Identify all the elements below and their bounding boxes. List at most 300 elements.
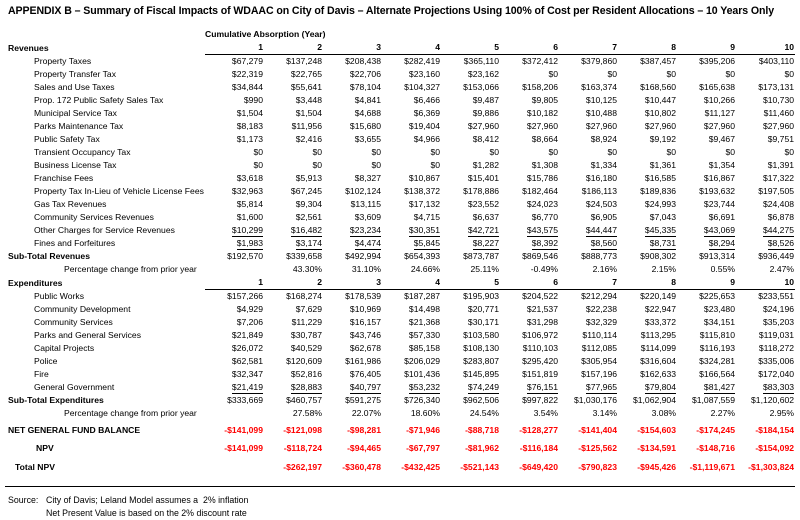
cell-value: $225,653 [699, 291, 735, 301]
year-header: 9 [677, 41, 736, 55]
fiscal-impacts-table [8, 28, 795, 474]
cell-value: $151,819 [522, 369, 558, 379]
cell-value: $27,960 [585, 121, 617, 131]
cell-value: $10,447 [644, 95, 676, 105]
cell-value: -$154,092 [755, 443, 795, 453]
cell-value: $1,504 [295, 108, 322, 118]
year-header: 3 [323, 41, 382, 55]
underlined-value: $76,151 [526, 382, 558, 392]
cell-value: $372,412 [522, 56, 558, 66]
year-header: 3 [323, 276, 382, 290]
cell-value: 43.30% [292, 264, 322, 274]
cell-value: $110,114 [582, 330, 617, 340]
cell-value: $119,031 [758, 330, 795, 340]
cell-value: $8,924 [590, 134, 617, 144]
year-header: 10 [736, 41, 795, 55]
cell-value: $22,706 [349, 69, 381, 79]
underlined-value: $79,804 [644, 382, 676, 392]
cell-value: $62,678 [349, 343, 381, 353]
cell-value: $9,805 [531, 95, 558, 105]
revenue-row [8, 68, 795, 81]
cell-value: $186,113 [581, 186, 617, 196]
cell-value: $103,580 [463, 330, 499, 340]
cell-value: -$94,465 [347, 443, 381, 453]
underlined-value: $8,392 [531, 238, 558, 248]
underlined-value: $81,427 [703, 382, 735, 392]
cell-value: $31,298 [526, 317, 558, 327]
pct-change-label: Percentage change from prior year [64, 408, 197, 418]
underlined-value: $21,419 [231, 382, 263, 392]
cell-value: $10,867 [408, 173, 440, 183]
cell-value: $27,960 [467, 121, 499, 131]
cell-value: 3.14% [592, 408, 617, 418]
cell-value: -$98,281 [347, 425, 381, 435]
revenue-row [8, 146, 795, 159]
cell-value: $168,274 [286, 291, 322, 301]
absorption-label: Cumulative Absorption (Year) [205, 29, 326, 39]
cell-value [618, 381, 677, 394]
cell-value: $908,302 [640, 251, 676, 261]
cell-value: $33,372 [644, 317, 676, 327]
cell-value: $8,183 [236, 121, 263, 131]
source-note-line1: City of Davis; Leland Model assumes a 2% inflation [46, 495, 249, 505]
expenditure-row [8, 303, 795, 316]
cell-value: $9,467 [708, 134, 735, 144]
cell-value: 22.07% [351, 408, 381, 418]
row-label: Property Tax In-Lieu of Vehicle License Fees [34, 186, 204, 196]
cell-value: $936,449 [758, 251, 795, 261]
net-general-fund-balance-row [8, 420, 795, 437]
cell-value: $1,354 [708, 160, 735, 170]
year-header: 8 [618, 276, 677, 290]
cell-value: $1,334 [590, 160, 617, 170]
absorption-header-row [8, 28, 795, 41]
cell-value: $21,849 [231, 330, 263, 340]
cell-value: $460,757 [286, 395, 322, 405]
cell-value: $161,986 [345, 356, 381, 366]
cell-value: $997,822 [522, 395, 558, 405]
year-header: 1 [205, 41, 264, 55]
subtotal-revenues-row [8, 250, 795, 263]
cell-value: $192,570 [227, 251, 263, 261]
row-label: Fire [34, 369, 49, 379]
cell-value: -$174,245 [696, 425, 735, 435]
year-header: 7 [559, 276, 618, 290]
cell-value: $21,368 [408, 317, 440, 327]
cell-value [736, 381, 795, 394]
underlined-value: $30,351 [408, 225, 440, 235]
cell-value: $295,420 [522, 356, 558, 366]
year-header: 10 [736, 276, 795, 290]
cell-value: 2.95% [769, 408, 795, 418]
cell-value: $6,466 [413, 95, 440, 105]
cell-value: $1,062,904 [632, 395, 676, 405]
cell-value: $220,149 [640, 291, 676, 301]
cell-value: $8,327 [354, 173, 381, 183]
cell-value: $55,641 [290, 82, 322, 92]
cell-value: $5,814 [236, 199, 263, 209]
cell-value: $115,810 [699, 330, 735, 340]
cell-value: $204,522 [522, 291, 558, 301]
cell-value: $10,969 [349, 304, 381, 314]
cell-value: $23,552 [467, 199, 499, 209]
cell-value: -$88,718 [465, 425, 499, 435]
revenue-row [8, 159, 795, 172]
cell-value: $4,929 [236, 304, 263, 314]
cell-value: $7,043 [649, 212, 676, 222]
cell-value: 25.11% [470, 264, 499, 274]
cell-value [323, 224, 382, 237]
cell-value: $118,272 [758, 343, 795, 353]
subtotal-label: Sub-Total Expenditures [8, 395, 104, 405]
cell-value: $15,786 [526, 173, 558, 183]
cell-value [441, 381, 500, 394]
revenue-row [8, 172, 795, 185]
cell-value: $112,085 [581, 343, 617, 353]
cell-value: $2,561 [295, 212, 322, 222]
row-label: Property Transfer Tax [34, 69, 116, 79]
cell-value: $193,632 [699, 186, 735, 196]
revenue-row [8, 107, 795, 120]
cell-value: $1,308 [531, 160, 558, 170]
cell-value: $395,206 [699, 56, 735, 66]
cell-value: $35,203 [762, 317, 795, 327]
revenue-row [8, 81, 795, 94]
cell-value: $116,193 [699, 343, 735, 353]
total-npv-row [8, 455, 795, 474]
cell-value: $0 [607, 147, 617, 157]
cell-value: -$141,099 [224, 425, 263, 435]
cell-value: -$67,797 [406, 443, 440, 453]
underlined-value: $28,883 [290, 382, 322, 392]
cell-value: -$262,197 [283, 462, 322, 472]
cell-value: $282,419 [404, 56, 440, 66]
cell-value: $10,488 [585, 108, 617, 118]
cell-value [500, 224, 559, 237]
underlined-value: $1,983 [236, 238, 263, 248]
cell-value: -$154,603 [637, 425, 676, 435]
cell-value: $0 [312, 160, 322, 170]
cell-value: $3,609 [354, 212, 381, 222]
cell-value: $21,537 [526, 304, 558, 314]
cell-value: $34,151 [703, 317, 735, 327]
row-label: Police [34, 356, 58, 366]
cell-value: 3.54% [533, 408, 558, 418]
cell-value: $3,655 [354, 134, 381, 144]
cell-value: $3,448 [295, 95, 322, 105]
row-label: Parks and General Services [34, 330, 141, 340]
cell-value: $32,329 [585, 317, 617, 327]
revenue-row [8, 55, 795, 69]
cell-value: $10,730 [762, 95, 795, 105]
cell-value: $726,340 [404, 395, 440, 405]
cell-value: $8,664 [531, 134, 558, 144]
cell-value: $106,972 [522, 330, 558, 340]
cell-value: $11,229 [291, 317, 322, 327]
expenditure-row [8, 368, 795, 381]
cell-value: $339,658 [286, 251, 322, 261]
cell-value: -0.49% [530, 264, 558, 274]
cell-value: $22,765 [290, 69, 322, 79]
cell-value: -$116,184 [519, 443, 558, 453]
cell-value: $387,457 [640, 56, 676, 66]
underlined-value: $42,721 [467, 225, 499, 235]
row-label: Parks Maintenance Tax [34, 121, 124, 131]
year-header: 2 [264, 276, 323, 290]
cell-value [205, 263, 264, 276]
cell-value: $104,327 [404, 82, 440, 92]
underlined-value: $10,299 [231, 225, 263, 235]
underlined-value: $45,335 [644, 225, 676, 235]
cell-value: $6,637 [472, 212, 499, 222]
cell-value: $0 [489, 147, 499, 157]
row-label: Franchise Fees [34, 173, 94, 183]
cell-value: $16,157 [349, 317, 381, 327]
cell-value: $4,841 [354, 95, 381, 105]
cell-value: $67,279 [231, 56, 263, 66]
cell-value: $52,816 [290, 369, 322, 379]
cell-value: $316,604 [640, 356, 676, 366]
cell-value: $165,638 [699, 82, 735, 92]
cell-value: $178,539 [345, 291, 381, 301]
underlined-value: $74,249 [467, 382, 499, 392]
year-header: 4 [382, 41, 441, 55]
cell-value: $120,609 [286, 356, 322, 366]
cell-value: $10,266 [703, 95, 735, 105]
underlined-value: $44,447 [585, 225, 617, 235]
cell-value [264, 381, 323, 394]
cell-value: $195,903 [463, 291, 499, 301]
cell-value: -$81,962 [465, 443, 499, 453]
cell-value: $206,029 [404, 356, 440, 366]
year-header: 4 [382, 276, 441, 290]
cell-value: $3,618 [236, 173, 263, 183]
footer-notes [8, 494, 800, 520]
cell-value [500, 237, 559, 250]
row-label: Gas Tax Revenues [34, 199, 107, 209]
cell-value [559, 237, 618, 250]
cell-value: $43,746 [349, 330, 381, 340]
cell-value: $24,993 [644, 199, 676, 209]
year-header: 2 [264, 41, 323, 55]
cell-value: $962,506 [463, 395, 499, 405]
cell-value: $101,436 [404, 369, 440, 379]
cell-value: $0 [253, 147, 263, 157]
cell-value: $138,372 [404, 186, 440, 196]
year-header: 6 [500, 276, 559, 290]
year-header: 5 [441, 41, 500, 55]
cell-value: $110,103 [522, 343, 558, 353]
cell-value: 18.60% [410, 408, 440, 418]
cell-value: $5,913 [295, 173, 322, 183]
underlined-value: $44,275 [762, 225, 795, 235]
row-label: General Government [34, 382, 115, 392]
cell-value [323, 381, 382, 394]
cell-value: $1,504 [236, 108, 263, 118]
cell-value: $9,192 [649, 134, 676, 144]
underlined-value: $8,227 [472, 238, 499, 248]
cell-value: 24.66% [410, 264, 440, 274]
cell-value: -$945,426 [637, 462, 676, 472]
revenue-row [8, 120, 795, 133]
cell-value: $166,564 [699, 369, 735, 379]
cell-value: $6,691 [708, 212, 735, 222]
cell-value: $23,480 [703, 304, 735, 314]
cell-value: $591,275 [345, 395, 381, 405]
cell-value: $22,238 [585, 304, 617, 314]
cell-value: $1,282 [472, 160, 499, 170]
cell-value: $1,600 [236, 212, 263, 222]
expenditures-pct-change-row [8, 407, 795, 420]
row-label: Community Services [34, 317, 113, 327]
cell-value: $9,751 [767, 134, 795, 144]
page-title: APPENDIX B – Summary of Fiscal Impacts of WDAAC on City of Davis – Alternate Projections Using 100% of Cost per Resident Allocations – 10 Years Only [8, 5, 775, 17]
cell-value: 0.55% [710, 264, 735, 274]
cell-value: $173,131 [758, 82, 795, 92]
cell-value: $8,412 [472, 134, 499, 144]
underlined-value: $5,845 [413, 238, 440, 248]
revenue-row [8, 224, 795, 237]
row-label: Public Safety Tax [34, 134, 100, 144]
cell-value [736, 237, 795, 250]
cell-value [264, 224, 323, 237]
cell-value: $14,498 [408, 304, 440, 314]
cell-value: $62,581 [231, 356, 263, 366]
underlined-value: $43,575 [526, 225, 558, 235]
source-label: Source: [8, 495, 39, 505]
cell-value: -$141,099 [224, 443, 263, 453]
cell-value: $32,347 [231, 369, 263, 379]
cell-value [677, 224, 736, 237]
row-label: Property Taxes [34, 56, 92, 66]
cell-value: -$121,098 [283, 425, 322, 435]
cell-value: $15,401 [467, 173, 499, 183]
cell-value: $22,319 [231, 69, 263, 79]
cell-value: $13,115 [350, 199, 381, 209]
cell-value: 27.58% [292, 408, 322, 418]
cell-value: $20,771 [467, 304, 499, 314]
cell-value: $23,162 [467, 69, 499, 79]
fiscal-table-body [8, 28, 795, 474]
cell-value: $873,787 [463, 251, 499, 261]
cell-value: $26,072 [231, 343, 263, 353]
cell-value: $11,460 [763, 108, 795, 118]
cell-value [677, 237, 736, 250]
cell-value: $24,503 [585, 199, 617, 209]
cell-value: -$184,154 [755, 425, 795, 435]
cell-value [618, 224, 677, 237]
source-note-line2: Net Present Value is based on the 2% discount rate [46, 508, 247, 518]
cell-value: $0 [548, 69, 558, 79]
cell-value: $0 [430, 160, 440, 170]
row-label: Municipal Service Tax [34, 108, 117, 118]
underlined-value: $4,474 [354, 238, 381, 248]
cell-value: $189,836 [640, 186, 676, 196]
cell-value: $172,040 [758, 369, 795, 379]
cell-value: $178,886 [463, 186, 499, 196]
cell-value [500, 381, 559, 394]
cell-value: $113,295 [640, 330, 676, 340]
cell-value: $157,196 [581, 369, 617, 379]
cell-value: $22,947 [644, 304, 676, 314]
revenue-row [8, 237, 795, 250]
row-label: Sales and Use Taxes [34, 82, 115, 92]
cell-value: $15,680 [349, 121, 381, 131]
cell-value: $67,245 [290, 186, 322, 196]
cell-value: $158,206 [522, 82, 558, 92]
cell-value: $0 [784, 69, 795, 79]
summary-label: NPV [36, 443, 54, 453]
cell-value: $1,391 [767, 160, 795, 170]
cell-value: $145,895 [463, 369, 499, 379]
cell-value: 2.47% [769, 264, 795, 274]
cell-value: $9,304 [295, 199, 322, 209]
year-header: 7 [559, 41, 618, 55]
cell-value: $6,770 [531, 212, 558, 222]
cell-value [382, 224, 441, 237]
npv-row [8, 437, 795, 455]
cell-value [441, 237, 500, 250]
revenue-row [8, 94, 795, 107]
cell-value: $23,160 [408, 69, 440, 79]
cell-value [205, 455, 264, 474]
cell-value: $0 [253, 160, 263, 170]
cell-value: -$360,478 [342, 462, 381, 472]
cell-value: $492,994 [345, 251, 381, 261]
cell-value [205, 237, 264, 250]
year-header: 9 [677, 276, 736, 290]
cell-value: $57,330 [408, 330, 440, 340]
expenditure-row [8, 355, 795, 368]
cell-value [205, 381, 264, 394]
cell-value: $7,629 [295, 304, 322, 314]
cell-value: -$141,404 [578, 425, 617, 435]
row-label: Business License Tax [34, 160, 117, 170]
cell-value: $1,173 [236, 134, 263, 144]
row-label: Prop. 172 Public Safety Sales Tax [34, 95, 164, 105]
expenditures-header-row [8, 276, 795, 290]
underlined-value: $8,294 [708, 238, 735, 248]
cell-value: $0 [371, 147, 381, 157]
cell-value: $324,281 [699, 356, 735, 366]
cell-value [205, 407, 264, 420]
footer-divider [5, 486, 795, 487]
cell-value: $108,130 [463, 343, 499, 353]
cell-value: $32,963 [231, 186, 263, 196]
underlined-value: $8,526 [767, 238, 795, 248]
cell-value: $197,505 [758, 186, 795, 196]
cell-value: $168,560 [640, 82, 676, 92]
cell-value: $17,322 [762, 173, 795, 183]
cell-value: -$1,119,671 [689, 462, 735, 472]
underlined-value: $23,234 [349, 225, 381, 235]
revenue-row [8, 211, 795, 224]
cell-value [382, 381, 441, 394]
cell-value: $1,087,559 [691, 395, 735, 405]
cell-value: -$1,303,824 [748, 462, 795, 472]
row-label: Other Charges for Service Revenues [34, 225, 175, 235]
cell-value: $16,867 [703, 173, 735, 183]
cell-value: $654,393 [404, 251, 440, 261]
row-label: Fines and Forfeitures [34, 238, 116, 248]
year-header: 6 [500, 41, 559, 55]
cell-value: $283,807 [463, 356, 499, 366]
expenditure-row [8, 381, 795, 394]
cell-value: $85,158 [408, 343, 440, 353]
cell-value: $7,206 [236, 317, 263, 327]
cell-value: $11,127 [704, 108, 735, 118]
cell-value: -$148,716 [696, 443, 735, 453]
